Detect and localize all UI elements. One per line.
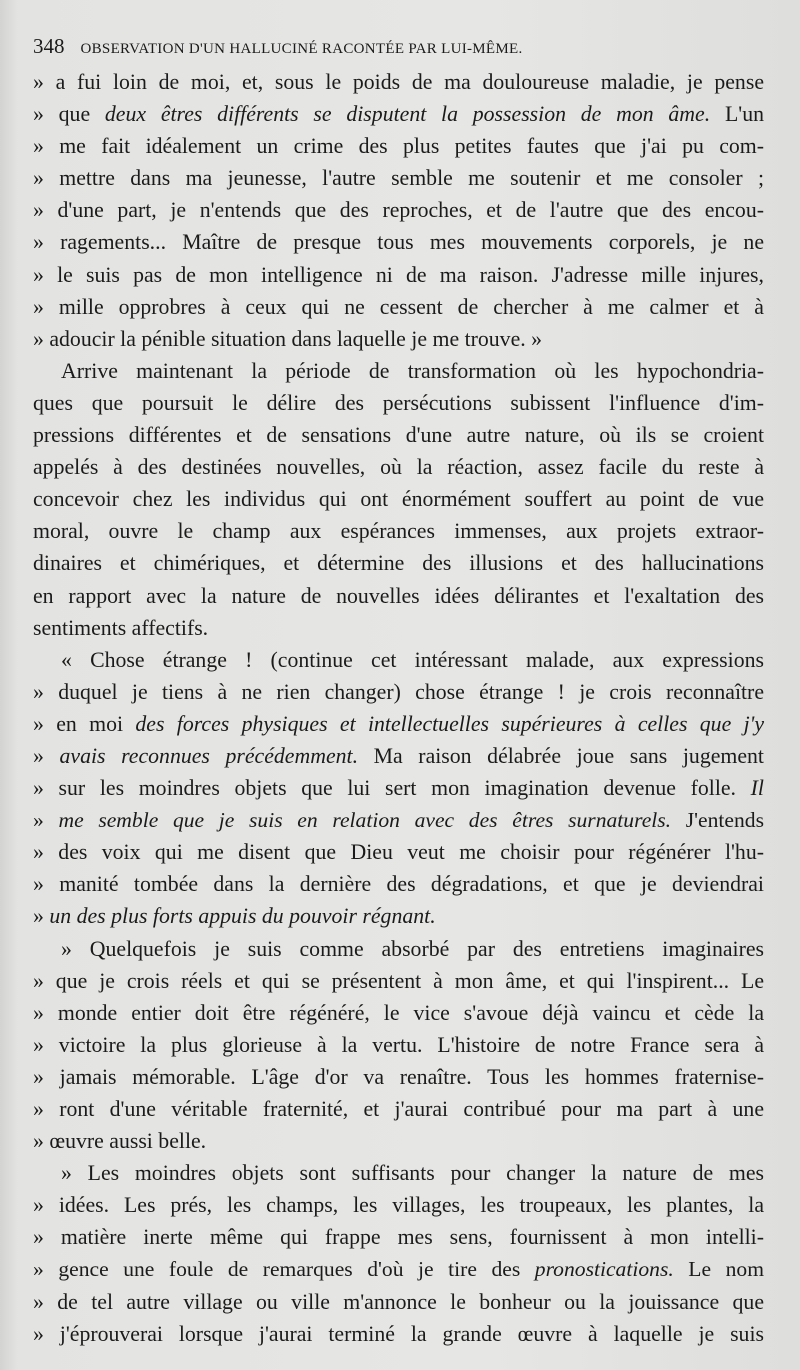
text-line: pressions différentes et de sensations d'une autre nature, où ils se croient [33,423,764,448]
text-line: ques que poursuit le délire des persécutions subissent l'influence d'im- [33,390,764,415]
text-line: » duquel je tiens à ne rien changer) chose étrange ! je crois reconnaître [33,679,764,704]
text-segment: » [33,808,59,833]
text-line: » matière inerte même qui frappe mes sens, fournissent à mon intelli- [33,1225,764,1250]
italic-text: des forces physiques et intellectuelles supérieures à celles que j'y [135,711,764,736]
text-segment: » sur les moindres objets que lui sert mon imagination devenue folle. [33,776,751,801]
italic-text: avais reconnues précédemment. [59,743,359,768]
italic-text: pronostications. [534,1257,674,1282]
text-segment: Le nom [673,1257,764,1282]
text-line: Arrive maintenant la période de transformation où les hypochondria- [61,358,764,383]
text-line: » d'une part, je n'entends que des reproches, et de l'autre que des encou- [33,198,764,223]
text-line: » mettre dans ma jeunesse, l'autre semble me soutenir et me consoler ; [33,166,764,191]
italic-text: deux êtres différents se disputent la possession de mon âme. [104,102,711,127]
text-line: sentiments affectifs. [33,615,209,640]
text-line [33,708,764,740]
text-line: » victoire la plus glorieuse à la vertu. L'histoire de notre France sera à [33,1032,764,1057]
text-line: dinaires et chimériques, et détermine des illusions et des hallucinations [33,551,764,576]
text-line [33,1253,764,1285]
text-line [33,804,764,836]
text-line: » Quelquefois je suis comme absorbé par des entretiens imaginaires [61,936,764,961]
text-line [33,900,764,932]
text-line: » des voix qui me disent que Dieu veut me choisir pour régénérer l'hu- [33,840,764,865]
text-line: » idées. Les prés, les champs, les villages, les troupeaux, les plantes, la [33,1193,764,1218]
text-line: » mille opprobres à ceux qui ne cessent de chercher à me calmer et à [33,294,764,319]
text-segment: » que [33,102,105,127]
text-segment: Ma raison délabrée joue sans jugement [358,743,764,768]
text-segment: » gence une foule de remarques d'où je tire des [33,1257,535,1282]
text-line: appelés à des destinées nouvelles, où la réaction, assez facile du reste à [33,455,764,480]
text-line: concevoir chez les individus qui ont énormément souffert au point de vue [33,487,764,512]
body-text [33,66,764,1350]
text-line: » j'éprouverai lorsque j'aurai terminé la grande œuvre à laquelle je suis [33,1321,764,1346]
text-line: » jamais mémorable. L'âge d'or va renaître. Tous les hommes fraternise- [33,1064,764,1089]
text-line [33,98,764,130]
text-line: » me fait idéalement un crime des plus petites fautes que j'ai pu com- [33,134,764,159]
text-line: » Les moindres objets sont suffisants pour changer la nature de mes [61,1161,764,1186]
text-segment: » [33,904,50,929]
page-number: 348 [33,34,65,58]
text-segment: » en moi [33,711,136,736]
running-title: OBSERVATION D'UN HALLUCINÉ RACONTÉE PAR LUI-MÊME. [80,41,523,57]
text-segment: J'entends [671,808,764,833]
text-line: » a fui loin de moi, et, sous le poids de ma douloureuse maladie, je pense [33,70,764,94]
italic-text: Il [750,776,764,801]
page-header [33,34,764,64]
text-line [33,740,764,772]
text-line: » ront d'une véritable fraternité, et j'aurai contribué pour ma part à une [33,1097,764,1121]
text-line: » monde entier doit être régénéré, le vice s'avoue déjà vaincu et cède la [33,1000,764,1025]
italic-text: me semble que je suis en relation avec des êtres surnaturels. [58,808,672,833]
text-line: » le suis pas de mon intelligence ni de ma raison. J'adresse mille injures, [33,262,764,287]
text-segment: » [33,743,60,768]
text-line: en rapport avec la nature de nouvelles idées délirantes et l'exaltation des [33,583,764,608]
text-line: » œuvre aussi belle. [33,1129,207,1154]
text-line: » de tel autre village ou ville m'annonce le bonheur ou la jouissance que [33,1289,764,1314]
text-line: » que je crois réels et qui se présentent à mon âme, et qui l'inspirent... Le [33,968,764,993]
text-line [33,772,764,804]
text-line: moral, ouvre le champ aux espérances immenses, aux projets extraor- [33,519,764,544]
text-line: » ragements... Maître de presque tous mes mouvements corporels, je ne [33,230,764,255]
text-segment: L'un [710,102,764,127]
text-line: « Chose étrange ! (continue cet intéressant malade, aux expressions [61,647,764,672]
text-line: » manité tombée dans la dernière des dégradations, et que je deviendrai [33,872,764,897]
italic-text: un des plus forts appuis du pouvoir régnant. [49,904,436,929]
text-line: » adoucir la pénible situation dans laquelle je me trouve. » [33,326,543,351]
